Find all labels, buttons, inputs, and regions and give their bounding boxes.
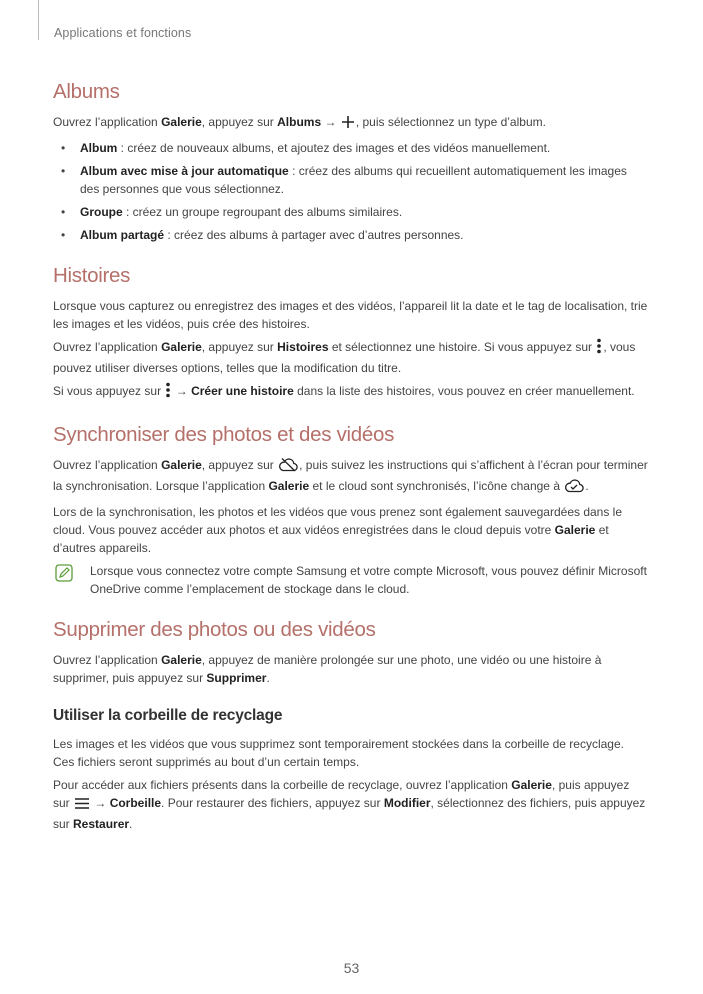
heading-delete: Supprimer des photos ou des vidéos (53, 618, 376, 641)
section-sync (53, 423, 648, 598)
note-text: Lorsque vous connectez votre compte Samsung et votre compte Microsoft, vous pouvez définir Microsoft OneDrive comme l’emplacement de stockage dans le cloud. (90, 564, 647, 596)
album-type-list (53, 139, 648, 244)
plus-icon (341, 115, 355, 134)
note-box (53, 562, 648, 598)
trash-paragraph-1: Les images et les vidéos que vous supprimez sont temporairement stockées dans la corbeille de recyclage. Ces fichiers seront supprimés au bout d’un certain temps. (53, 737, 624, 769)
histoires-paragraph-1: Lorsque vous capturez ou enregistrez des images et des vidéos, l’appareil lit la date et le tag de localisation, trie les images et les vidéos, puis crée des histoires. (53, 299, 648, 331)
cloud-check-icon (564, 478, 584, 498)
note-icon (55, 564, 73, 582)
section-albums (53, 80, 648, 244)
menu-icon (74, 797, 90, 815)
cloud-icon (278, 457, 298, 477)
list-item: • Groupe : créez un groupe regroupant des albums similaires. (53, 203, 648, 221)
section-trash (53, 707, 648, 833)
heading-albums: Albums (53, 80, 120, 103)
albums-intro: Ouvrez l’application Galerie, appuyez sur Albums → , puis sélectionnez un type d’album. (53, 113, 648, 134)
trash-paragraph-2: Pour accéder aux fichiers présents dans la corbeille de recyclage, ouvrez l’application Galerie, puis appuyez sur → Corbeille. Pour restaurer des fichiers, appuyez sur Modifier, sélectionnez des fichiers, puis appuyez sur Restaurer. (53, 778, 646, 831)
page-content (53, 80, 648, 853)
header-divider (38, 0, 39, 40)
section-histoires (53, 264, 648, 403)
running-header: Applications et fonctions (54, 26, 192, 40)
sync-paragraph-2: Lors de la synchronisation, les photos et les vidéos que vous prenez sont également sauvegardées dans le cloud. Vous pouvez accéder aux photos et aux vidéos enregistrées dans le cloud depuis votre Galerie et d’autres appareils. (53, 505, 623, 555)
page-number: 53 (343, 960, 360, 976)
histoires-paragraph-2: Ouvrez l’application Galerie, appuyez sur Histoires et sélectionnez une histoire. Si vous appuyez sur , vous pouvez utiliser diverses options, telles que la modification du titre. (53, 340, 636, 375)
more-options-icon (165, 382, 171, 403)
list-item: • Album avec mise à jour automatique : créez des albums qui recueillent automatiquement les images des personnes que vous sélectionnez. (53, 162, 648, 198)
list-item: • Album partagé : créez des albums à partager avec d’autres personnes. (53, 226, 648, 244)
heading-trash: Utiliser la corbeille de recyclage (53, 707, 283, 724)
histoires-paragraph-3: Si vous appuyez sur → Créer une histoire dans la liste des histoires, vous pouvez en créer manuellement. (53, 382, 648, 403)
heading-histoires: Histoires (53, 264, 131, 287)
sync-paragraph-1: Ouvrez l’application Galerie, appuyez sur , puis suivez les instructions qui s’affichent à l’écran pour terminer la synchronisation. Lorsque l’application Galerie et le cloud sont synchronisés, l’icône change à . (53, 456, 648, 498)
section-delete (53, 618, 648, 687)
heading-sync: Synchroniser des photos et des vidéos (53, 423, 395, 446)
more-options-icon (596, 338, 602, 359)
list-item: • Album : créez de nouveaux albums, et ajoutez des images et des vidéos manuellement. (53, 139, 648, 157)
delete-paragraph: Ouvrez l’application Galerie, appuyez de manière prolongée sur une photo, une vidéo ou une histoire à supprimer, puis appuyez sur Supprimer. (53, 653, 602, 685)
